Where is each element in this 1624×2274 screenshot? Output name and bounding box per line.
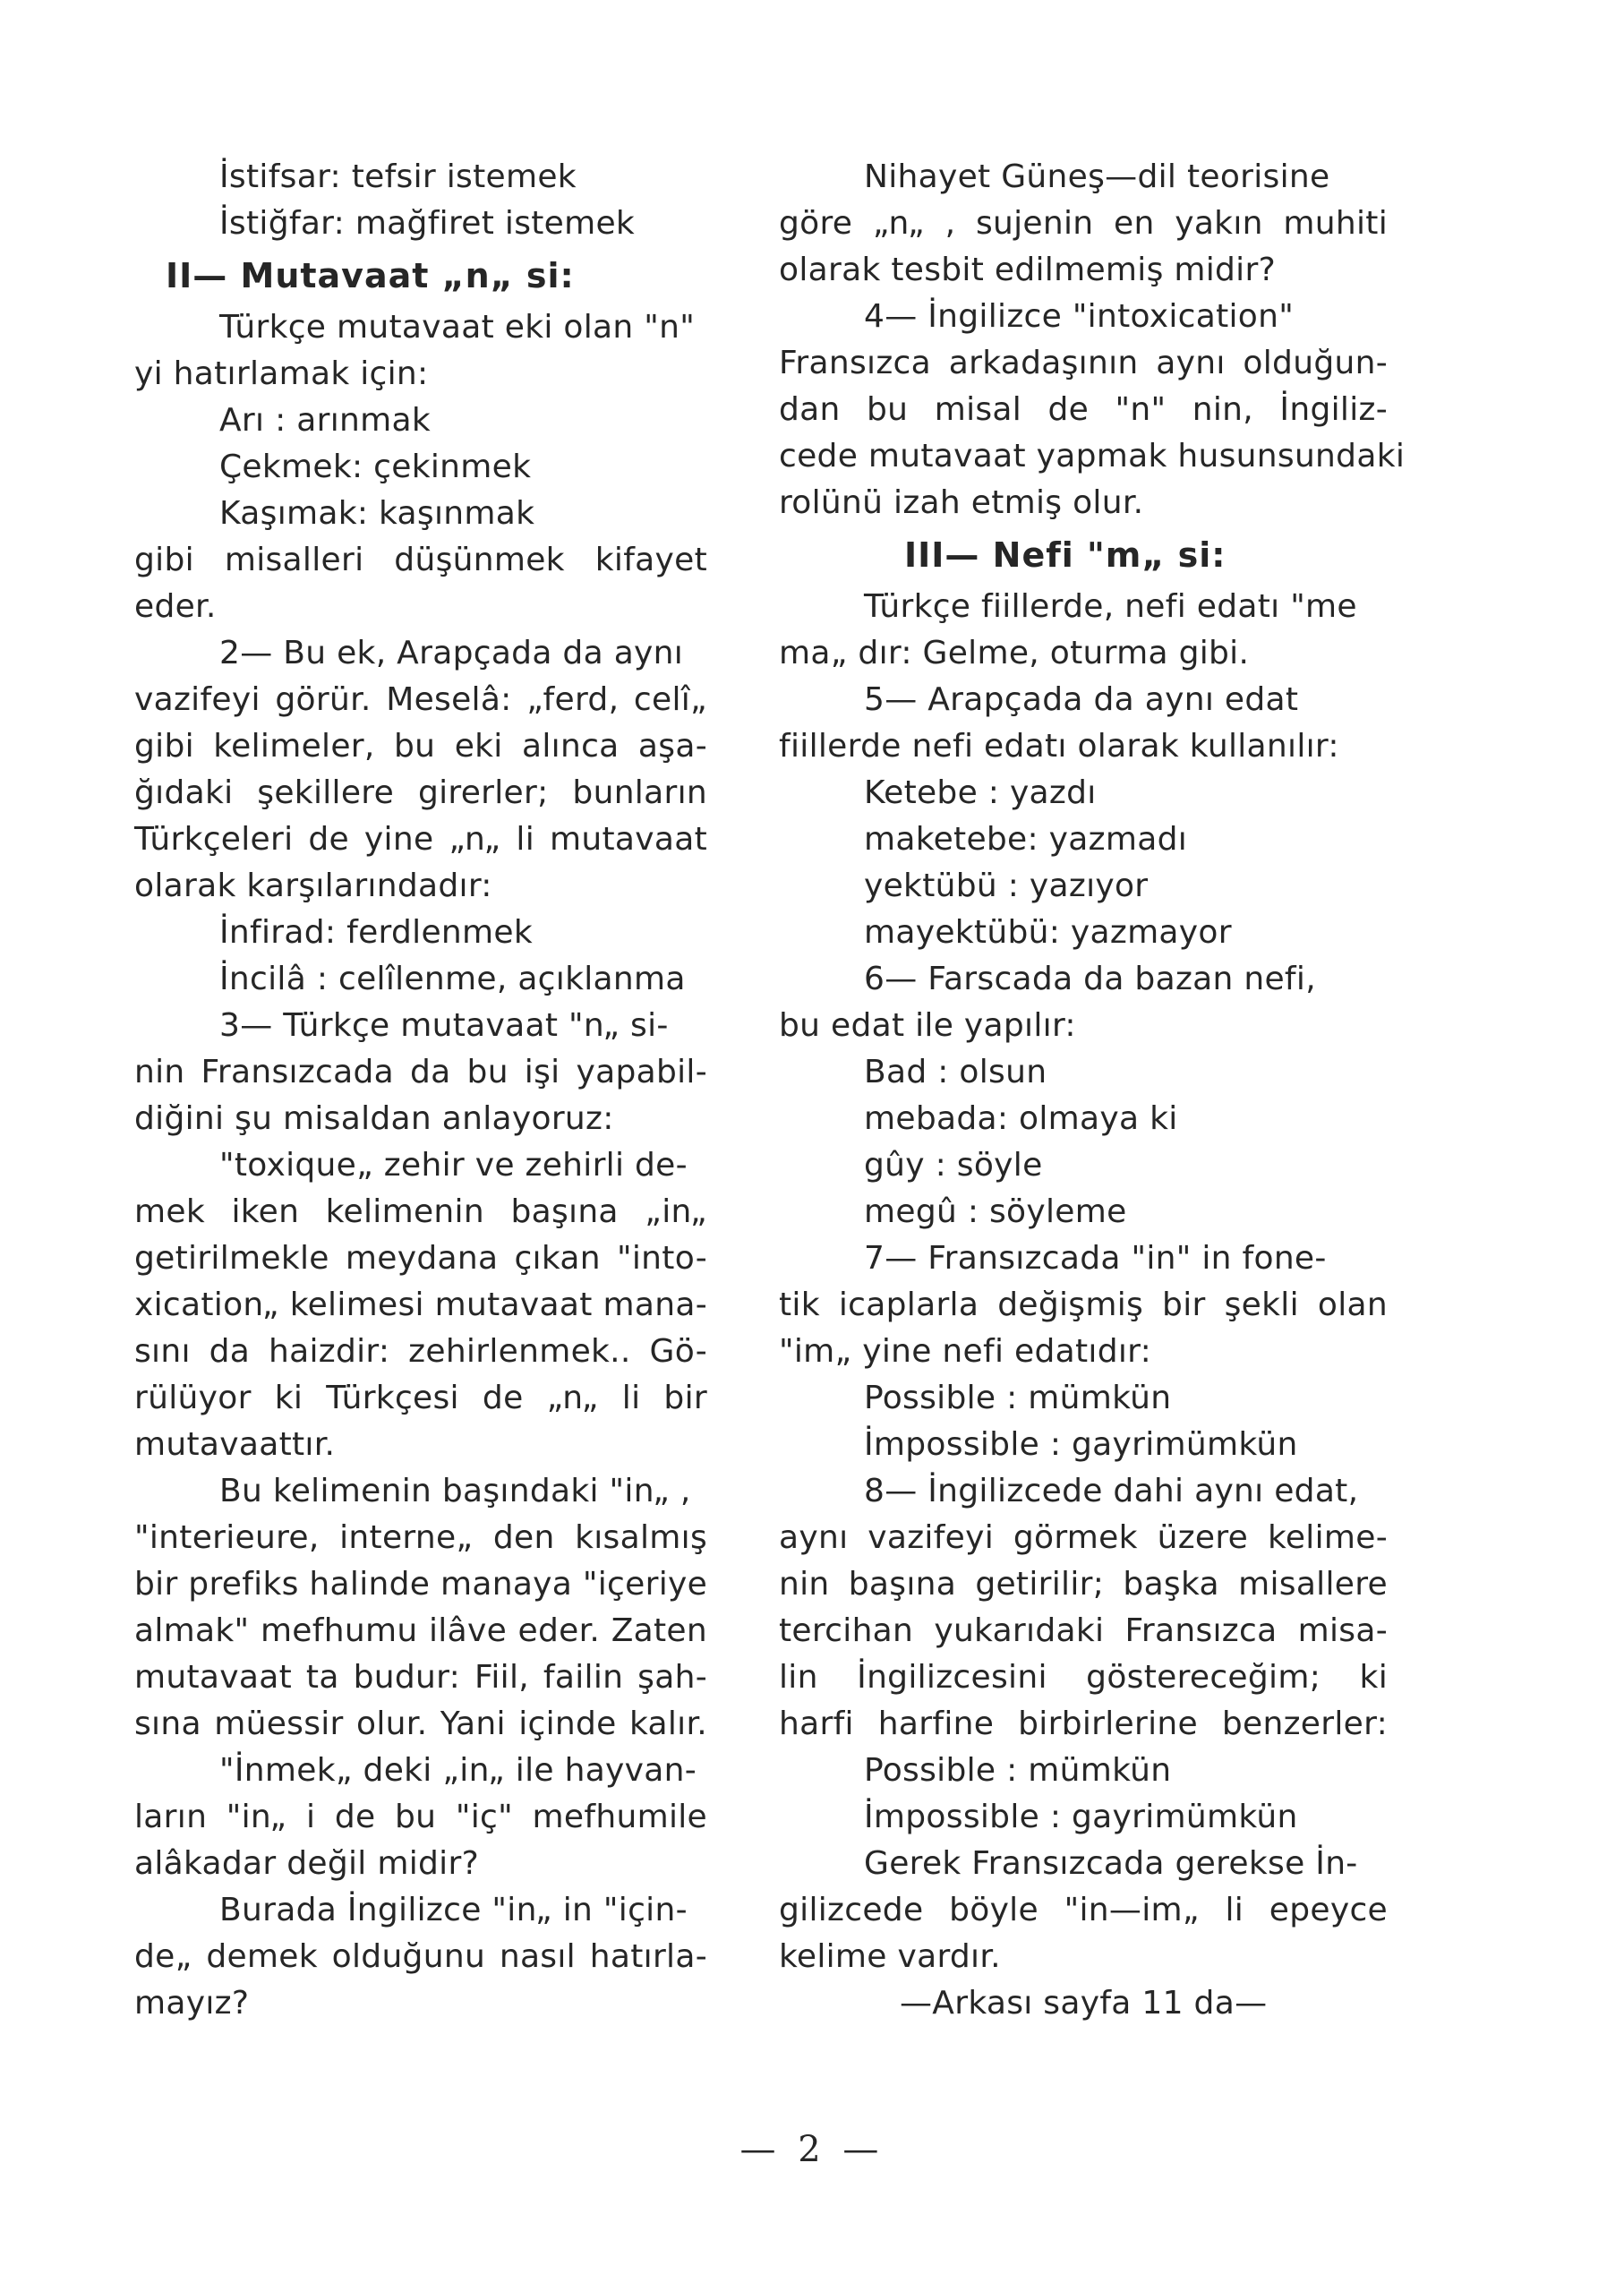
example-line: mebada: olmaya ki xyxy=(864,1100,1178,1137)
text-line: tik icaplarla değişmiş bir şekli olan xyxy=(779,1287,1388,1323)
text-line: olarak karşılarındadır: xyxy=(134,868,492,904)
example-line: İmpossible : gayrimümkün xyxy=(864,1799,1298,1835)
text-line: ma„ dır: Gelme, oturma gibi. xyxy=(779,635,1250,671)
section-heading: III— Nefi "m„ si: xyxy=(904,535,1227,575)
example-line: Possible : mümkün xyxy=(864,1380,1172,1416)
text-line: İstiğfar: mağfiret istemek xyxy=(219,205,636,242)
text-line: gibi kelimeler, bu eki alınca aşa- xyxy=(134,728,707,765)
section-heading: II— Mutavaat „n„ si: xyxy=(166,256,575,295)
text-line: 2— Bu ek, Arapçada da aynı xyxy=(219,635,684,671)
text-line: sını da haizdir: zehirlenmek.. Gö- xyxy=(134,1333,707,1370)
text-line: cede mutavaat yapmak husunsundaki xyxy=(779,438,1406,474)
text-line: getirilmekle meydana çıkan "into- xyxy=(134,1240,707,1277)
text-line: mek iken kelimenin başına „in„ xyxy=(134,1193,707,1230)
text-line: sına müessir olur. Yani içinde kalır. xyxy=(134,1706,707,1742)
example-line: Arı : arınmak xyxy=(219,402,432,439)
text-line: "İnmek„ deki „in„ ile hayvan- xyxy=(219,1752,697,1789)
text-line: xication„ kelimesi mutavaat mana- xyxy=(134,1287,707,1323)
text-line: alâkadar değil midir? xyxy=(134,1845,479,1882)
example-line: gûy : söyle xyxy=(864,1147,1043,1184)
text-line: rülüyor ki Türkçesi de „n„ li bir xyxy=(134,1380,707,1416)
page-number: — 2 — xyxy=(739,2129,885,2170)
example-line: İnfirad: ferdlenmek xyxy=(219,914,533,951)
text-line: Bu kelimenin başındaki "in„ , xyxy=(219,1473,691,1509)
example-line: mayektübü: yazmayor xyxy=(864,914,1232,951)
text-line: "toxique„ zehir ve zehirli de- xyxy=(219,1147,688,1184)
text-line: Fransızca arkadaşının aynı olduğun- xyxy=(779,345,1388,381)
example-line: yektübü : yazıyor xyxy=(864,868,1149,904)
text-line: dan bu misal de "n" nin, İngiliz- xyxy=(779,391,1388,428)
text-line: vazifeyi görür. Meselâ: „ferd, celî„ xyxy=(134,681,707,718)
right-column xyxy=(779,154,1406,2027)
text-line: aynı vazifeyi görmek üzere kelime- xyxy=(779,1519,1388,1556)
text-line: diğini şu misaldan anlayoruz: xyxy=(134,1100,614,1137)
text-line: Burada İngilizce "in„ in "için- xyxy=(219,1892,688,1928)
text-line: mayız? xyxy=(134,1985,250,2022)
text-line: mutavaattır. xyxy=(134,1426,336,1463)
text-line: gibi misalleri düşünmek kifayet xyxy=(134,542,707,578)
text-line: fiillerde nefi edatı olarak kullanılır: xyxy=(779,728,1339,765)
text-line: Gerek Fransızcada gerekse İn- xyxy=(864,1845,1358,1882)
text-line: 6— Farscada da bazan nefi, xyxy=(864,961,1316,997)
example-line: Ketebe : yazdı xyxy=(864,774,1097,811)
text-line: göre „n„ , sujenin en yakın muhiti xyxy=(779,205,1388,242)
left-column xyxy=(134,154,707,2027)
text-line: bu edat ile yapılır: xyxy=(779,1007,1076,1044)
text-line: nin Fransızcada da bu işi yapabil- xyxy=(134,1054,707,1090)
text-line: yi hatırlamak için: xyxy=(134,355,429,392)
text-line: ların "in„ i de bu "iç" mefhumile xyxy=(134,1799,707,1835)
text-line: de„ demek olduğunu nasıl hatırla- xyxy=(134,1938,707,1975)
text-line: 5— Arapçada da aynı edat xyxy=(864,681,1299,718)
text-line: harfi harfine birbirlerine benzerler: xyxy=(779,1706,1388,1742)
example-line: megû : söyleme xyxy=(864,1193,1127,1230)
example-line: Kaşımak: kaşınmak xyxy=(219,495,535,532)
text-line: eder. xyxy=(134,588,217,625)
text-line: kelime vardır. xyxy=(779,1938,1001,1975)
text-line: Türkçe fiillerde, nefi edatı "me xyxy=(864,588,1357,625)
text-line: bir prefiks halinde manaya "içeriye xyxy=(134,1566,708,1603)
text-line: gilizcede böyle "in—im„ li epeyce xyxy=(779,1892,1388,1928)
text-line: almak" mefhumu ilâve eder. Zaten xyxy=(134,1612,707,1649)
text-line: "interieure, interne„ den kısalmış xyxy=(134,1519,707,1556)
text-line: Türkçeleri de yine „n„ li mutavaat xyxy=(134,821,707,858)
text-line: Nihayet Güneş—dil teorisine xyxy=(864,158,1330,195)
text-line: "im„ yine nefi edatıdır: xyxy=(779,1333,1152,1370)
text-line: ğıdaki şekillere girerler; bunların xyxy=(134,774,707,811)
text-line: rolünü izah etmiş olur. xyxy=(779,484,1144,521)
text-line: olarak tesbit edilmemiş midir? xyxy=(779,252,1276,288)
text-line: Türkçe mutavaat eki olan "n" xyxy=(219,309,696,346)
example-line: İmpossible : gayrimümkün xyxy=(864,1426,1298,1463)
text-line: İstifsar: tefsir istemek xyxy=(219,158,577,195)
text-line: mutavaat ta budur: Fiil, failin şah- xyxy=(134,1659,707,1696)
text-line: 3— Türkçe mutavaat "n„ si- xyxy=(219,1007,669,1044)
text-line: lin İngilizcesini göstereceğim; ki xyxy=(779,1659,1388,1696)
text-line: 7— Fransızcada "in" in fone- xyxy=(864,1240,1327,1277)
example-line: İncilâ : celîlenme, açıklanma xyxy=(219,961,686,997)
text-line: 8— İngilizcede dahi aynı edat, xyxy=(864,1473,1359,1509)
text-line: nin başına getirilir; başka misallere xyxy=(779,1566,1388,1603)
example-line: Bad : olsun xyxy=(864,1054,1047,1090)
continuation-note: —Arkası sayfa 11 da— xyxy=(900,1985,1268,2022)
example-line: Çekmek: çekinmek xyxy=(219,449,532,485)
text-line: 4— İngilizce "intoxication" xyxy=(864,298,1295,335)
text-line: tercihan yukarıdaki Fransızca misa- xyxy=(779,1612,1388,1649)
example-line: maketebe: yazmadı xyxy=(864,821,1188,858)
example-line: Possible : mümkün xyxy=(864,1752,1172,1789)
